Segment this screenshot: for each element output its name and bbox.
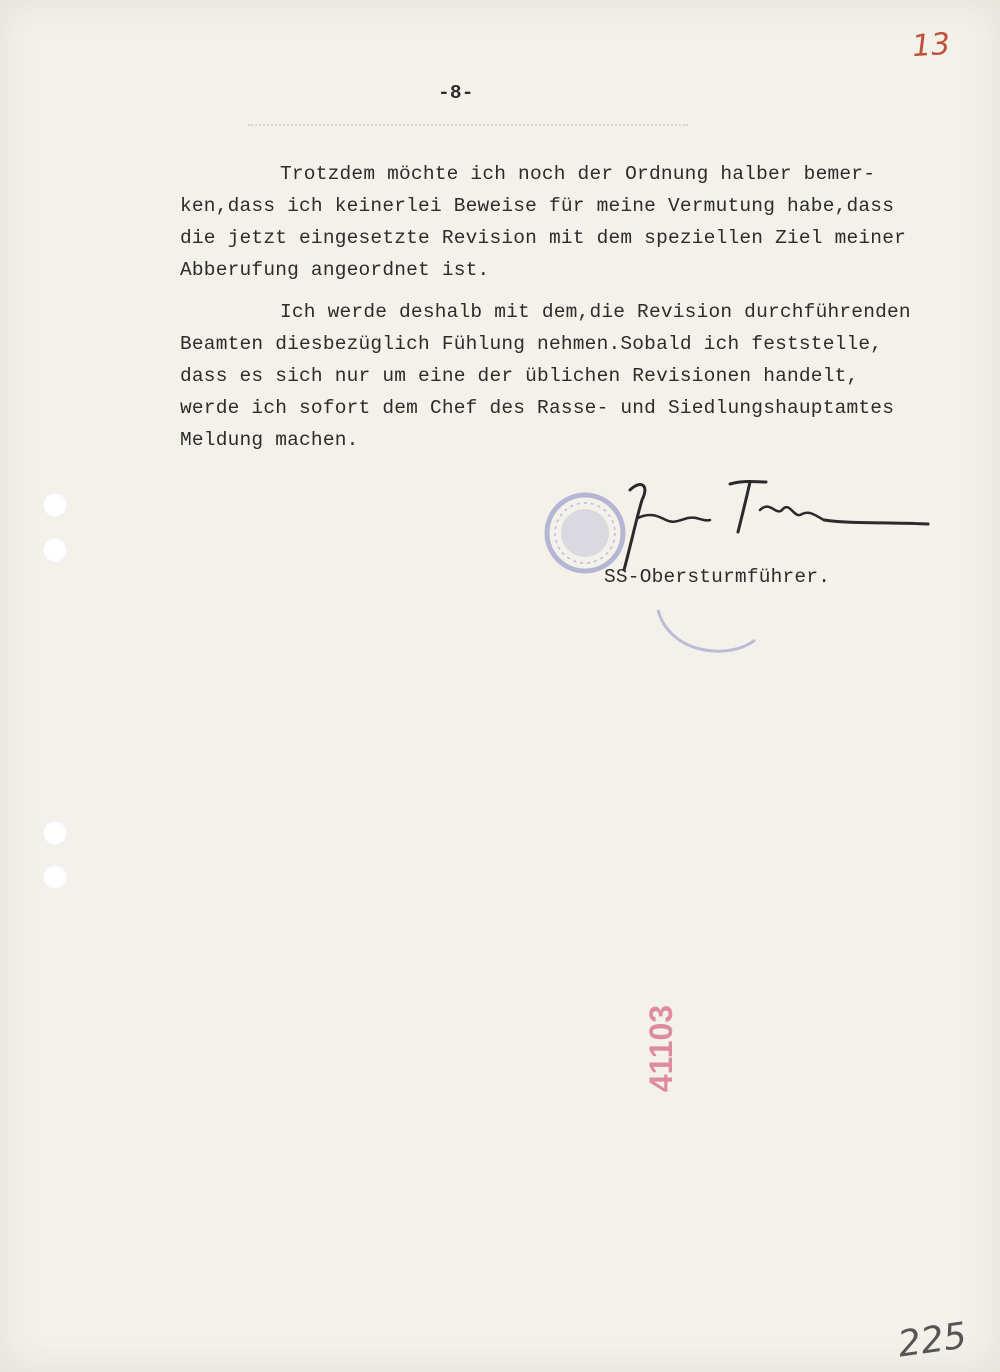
punch-hole xyxy=(42,820,68,846)
paragraph-1 xyxy=(180,158,950,286)
punch-hole xyxy=(42,537,68,563)
paragraph-2 xyxy=(180,296,950,456)
stamp-arc xyxy=(650,600,760,660)
header-rule xyxy=(248,124,688,128)
text-line: Meldung machen. xyxy=(180,429,359,451)
text-line: die jetzt eingesetzte Revision mit dem speziellen Ziel meiner xyxy=(180,227,907,249)
text-line: Beamten diesbezüglich Fühlung nehmen.Sobald ich feststelle, xyxy=(180,333,883,355)
text-line: ken,dass ich keinerlei Beweise für meine Vermutung habe,dass xyxy=(180,195,895,217)
text-line: Abberufung angeordnet ist. xyxy=(180,259,490,281)
text-line: Ich werde deshalb mit dem,die Revision durchführenden xyxy=(280,301,911,323)
registration-stamp: 41103 xyxy=(643,1004,680,1093)
punch-hole xyxy=(42,864,68,890)
text-line: werde ich sofort dem Chef des Rasse- und Siedlungshauptamtes xyxy=(180,397,895,419)
archive-number: 225 xyxy=(895,1315,970,1366)
folio-mark: 13 xyxy=(910,26,952,65)
punch-hole xyxy=(42,492,68,518)
signatory-title: SS-Obersturmführer. xyxy=(604,566,831,588)
text-line: Trotzdem möchte ich noch der Ordnung halber bemer- xyxy=(280,163,876,185)
page-number: -8- xyxy=(438,82,474,104)
handwritten-signature xyxy=(610,470,940,580)
text-line: dass es sich nur um eine der üblichen Revisionen handelt, xyxy=(180,365,859,387)
letter-body xyxy=(180,158,950,466)
